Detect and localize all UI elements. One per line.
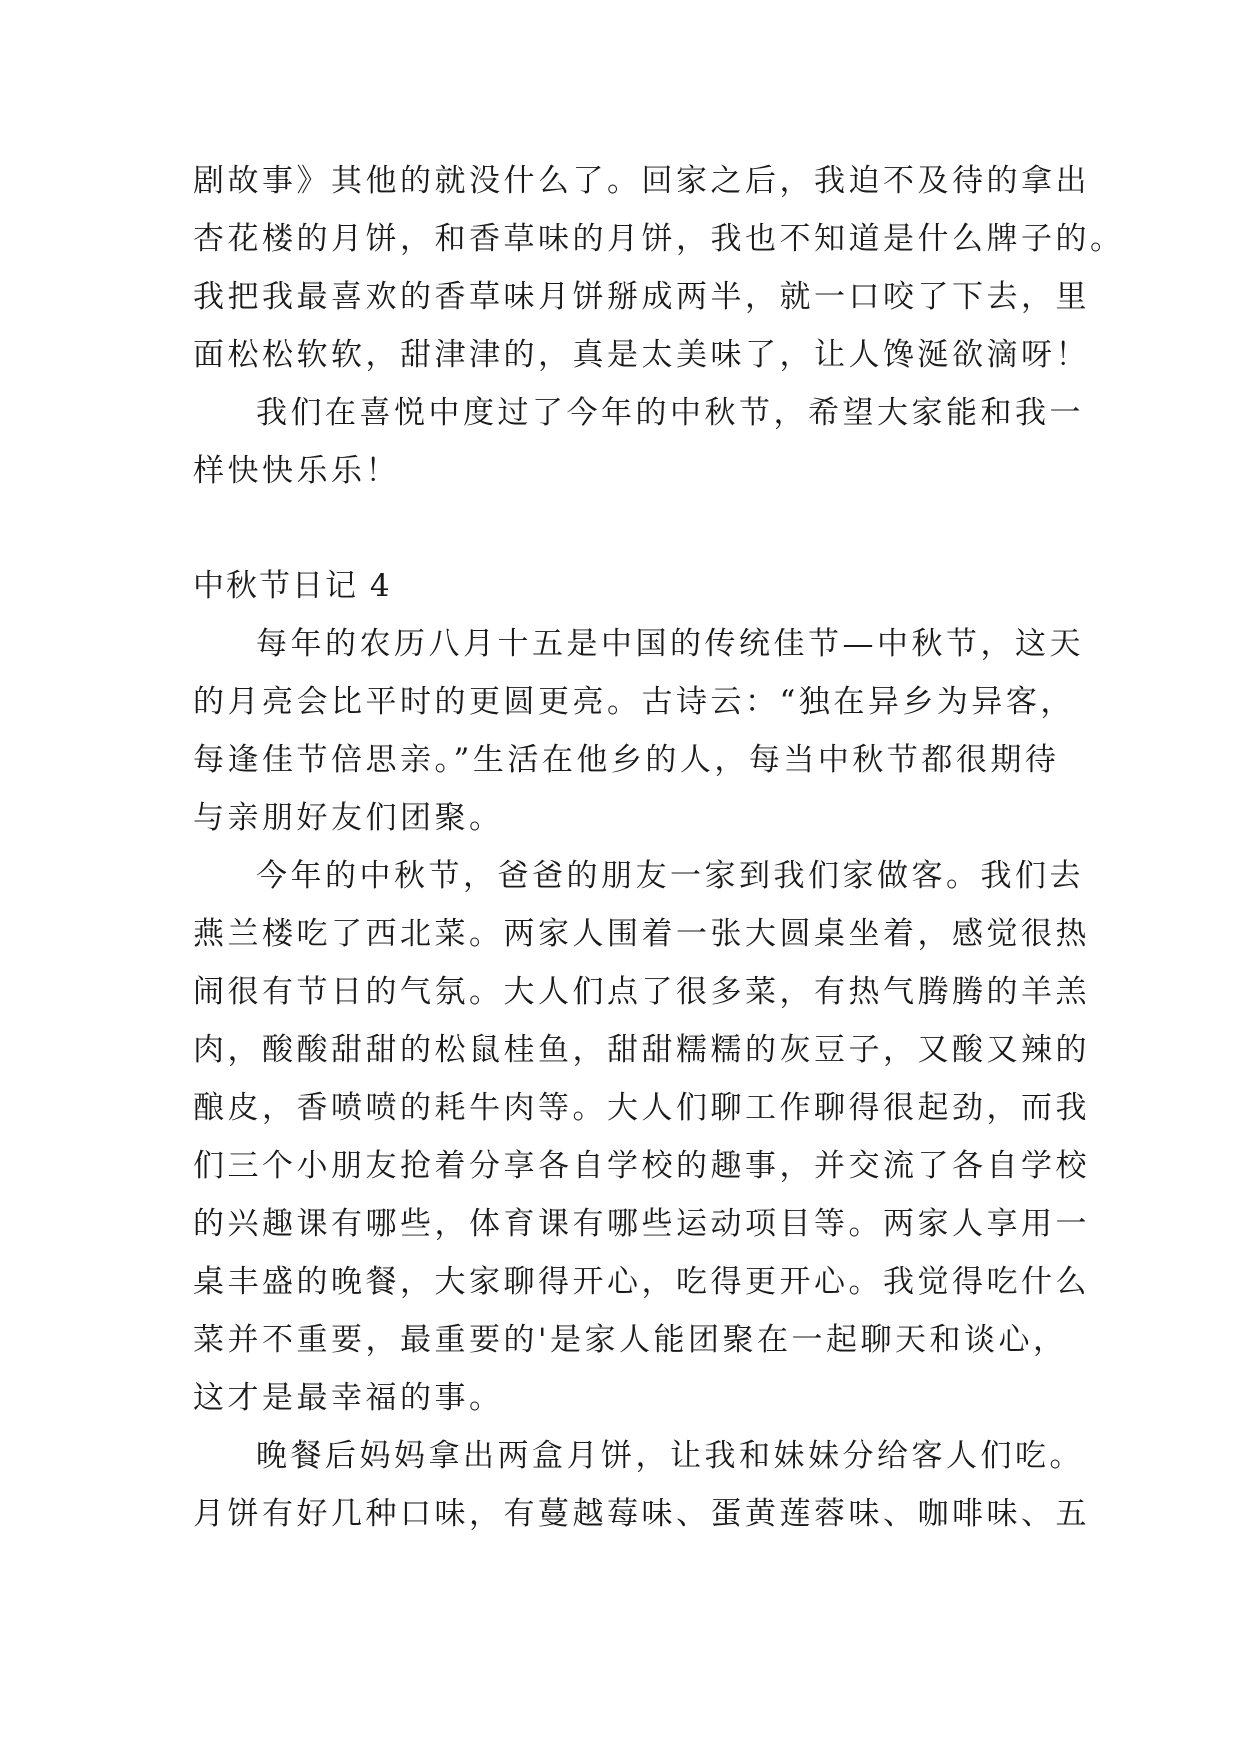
text-line: 与亲朋好友们团聚。 <box>193 800 504 836</box>
text-line: 的月亮会比平时的更圆更亮。古诗云：“独在异乡为异客， <box>193 684 1075 720</box>
text-line: 闹很有节日的气氛。大人们点了很多菜，有热气腾腾的羊羔 <box>193 974 1090 1010</box>
text-line: 燕兰楼吃了西北菜。两家人围着一张大圆桌坐着，感觉很热 <box>193 916 1090 952</box>
text-line: 月饼有好几种口味，有蔓越莓味、蛋黄莲蓉味、咖啡味、五 <box>193 1496 1090 1532</box>
text-line: 杏花楼的月饼，和香草味的月饼，我也不知道是什么牌子的。 <box>193 221 1125 257</box>
section-heading: 中秋节日记 4 <box>193 568 392 604</box>
text-line: 酿皮，香喷喷的耗牛肉等。大人们聊工作聊得很起劲，而我 <box>193 1090 1090 1126</box>
paragraph-first-line: 我们在喜悦中度过了今年的中秋节，希望大家能和我一 <box>256 395 1084 431</box>
text-line: 们三个小朋友抢着分享各自学校的趣事，并交流了各自学校 <box>193 1148 1090 1184</box>
text-line: 我把我最喜欢的香草味月饼掰成两半，就一口咬了下去，里 <box>193 279 1090 315</box>
text-line: 样快快乐乐！ <box>193 453 400 489</box>
text-line: 肉，酸酸甜甜的松鼠桂鱼，甜甜糯糯的灰豆子，又酸又辣的 <box>193 1032 1090 1068</box>
text-line: 的兴趣课有哪些，体育课有哪些运动项目等。两家人享用一 <box>193 1206 1090 1242</box>
text-line: 这才是最幸福的事。 <box>193 1380 504 1416</box>
paragraph-first-line: 晚餐后妈妈拿出两盒月饼，让我和妹妹分给客人们吃。 <box>256 1438 1084 1474</box>
text-line: 每逢佳节倍思亲。”生活在他乡的人，每当中秋节都很期待 <box>193 742 1060 778</box>
paragraph-first-line: 每年的农历八月十五是中国的传统佳节—中秋节，这天 <box>256 626 1084 662</box>
text-line: 菜并不重要，最重要的'是家人能团聚在一起聊天和谈心， <box>193 1322 1068 1358</box>
text-line: 面松松软软，甜津津的，真是太美味了，让人馋涎欲滴呀！ <box>193 337 1090 373</box>
text-line: 剧故事》其他的就没什么了。回家之后，我迫不及待的拿出 <box>193 163 1090 199</box>
text-line: 桌丰盛的晚餐，大家聊得开心，吃得更开心。我觉得吃什么 <box>193 1264 1090 1300</box>
paragraph-first-line: 今年的中秋节，爸爸的朋友一家到我们家做客。我们去 <box>256 858 1084 894</box>
